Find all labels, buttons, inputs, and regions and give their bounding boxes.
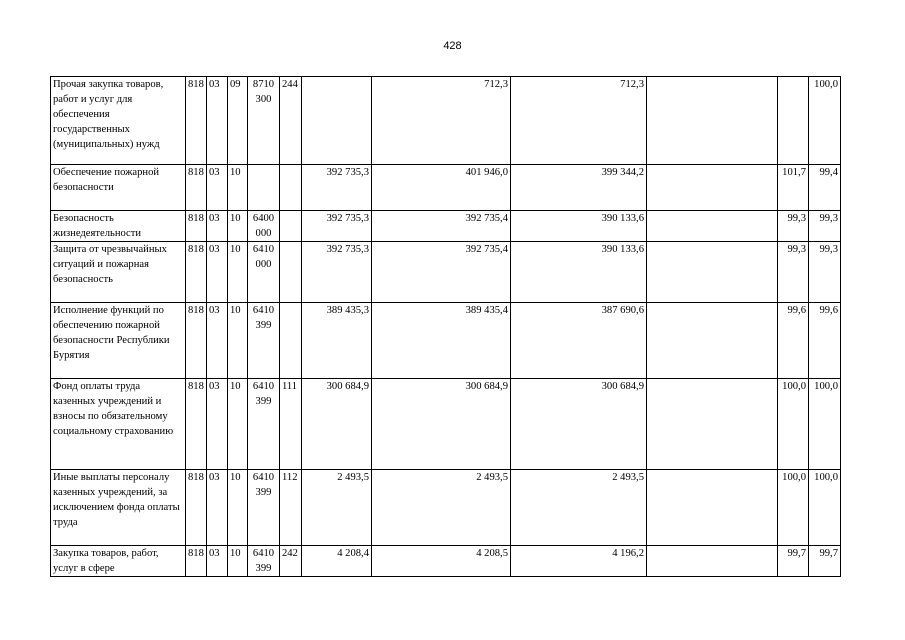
cell-target-code: 8710 300 <box>248 77 280 165</box>
cell-subsection-code: 09 <box>228 77 248 165</box>
cell-empty <box>647 546 778 577</box>
cell-plan-refined: 300 684,9 <box>372 379 511 470</box>
table-row <box>51 77 841 165</box>
table-row <box>51 303 841 379</box>
cell-pct-refined: 99,4 <box>809 165 841 211</box>
cell-expense-type <box>280 303 302 379</box>
cell-pct-initial: 99,3 <box>778 211 809 242</box>
cell-empty <box>647 242 778 303</box>
cell-plan-initial: 2 493,5 <box>302 470 372 546</box>
cell-expense-type: 111 <box>280 379 302 470</box>
cell-plan-initial: 300 684,9 <box>302 379 372 470</box>
cell-pct-refined: 99,6 <box>809 303 841 379</box>
cell-subsection-code: 10 <box>228 165 248 211</box>
cell-pct-refined: 99,7 <box>809 546 841 577</box>
cell-empty <box>647 470 778 546</box>
cell-plan-initial: 392 735,3 <box>302 242 372 303</box>
cell-expense-type: 242 <box>280 546 302 577</box>
cell-ministry-code: 818 <box>186 470 207 546</box>
cell-section-code: 03 <box>207 242 228 303</box>
table-row <box>51 470 841 546</box>
cell-plan-refined: 392 735,4 <box>372 211 511 242</box>
cell-executed: 300 684,9 <box>511 379 647 470</box>
cell-subsection-code: 10 <box>228 242 248 303</box>
cell-name: Прочая закупка товаров, работ и услуг для обеспечения государственных (муниципальных) нужд <box>51 77 186 165</box>
cell-pct-refined: 100,0 <box>809 470 841 546</box>
cell-plan-initial <box>302 77 372 165</box>
cell-expense-type <box>280 242 302 303</box>
cell-name: Защита от чрезвычайных ситуаций и пожарная безопасность <box>51 242 186 303</box>
cell-executed: 4 196,2 <box>511 546 647 577</box>
cell-ministry-code: 818 <box>186 242 207 303</box>
cell-plan-refined: 712,3 <box>372 77 511 165</box>
cell-pct-initial: 99,3 <box>778 242 809 303</box>
cell-section-code: 03 <box>207 379 228 470</box>
cell-subsection-code: 10 <box>228 303 248 379</box>
cell-pct-refined: 100,0 <box>809 379 841 470</box>
cell-plan-initial: 392 735,3 <box>302 165 372 211</box>
cell-executed: 390 133,6 <box>511 211 647 242</box>
cell-pct-initial: 99,6 <box>778 303 809 379</box>
cell-target-code: 6410 000 <box>248 242 280 303</box>
cell-section-code: 03 <box>207 546 228 577</box>
cell-plan-refined: 392 735,4 <box>372 242 511 303</box>
cell-plan-initial: 389 435,3 <box>302 303 372 379</box>
cell-ministry-code: 818 <box>186 303 207 379</box>
cell-expense-type: 244 <box>280 77 302 165</box>
cell-target-code: 6410 399 <box>248 470 280 546</box>
cell-empty <box>647 379 778 470</box>
cell-section-code: 03 <box>207 211 228 242</box>
table-row <box>51 165 841 211</box>
cell-section-code: 03 <box>207 77 228 165</box>
cell-pct-initial: 101,7 <box>778 165 809 211</box>
cell-expense-type <box>280 165 302 211</box>
table-row <box>51 242 841 303</box>
cell-expense-type: 112 <box>280 470 302 546</box>
cell-pct-refined: 99,3 <box>809 211 841 242</box>
cell-pct-refined: 100,0 <box>809 77 841 165</box>
cell-subsection-code: 10 <box>228 546 248 577</box>
cell-name: Закупка товаров, работ, услуг в сфере <box>51 546 186 577</box>
cell-executed: 399 344,2 <box>511 165 647 211</box>
table-body <box>51 77 841 577</box>
cell-name: Иные выплаты персоналу казенных учреждений, за исключением фонда оплаты труда <box>51 470 186 546</box>
table-row <box>51 211 841 242</box>
cell-pct-refined: 99,3 <box>809 242 841 303</box>
cell-empty <box>647 77 778 165</box>
cell-name: Обеспечение пожарной безопасности <box>51 165 186 211</box>
cell-executed: 387 690,6 <box>511 303 647 379</box>
cell-ministry-code: 818 <box>186 211 207 242</box>
cell-target-code: 6410 399 <box>248 379 280 470</box>
cell-name: Исполнение функций по обеспечению пожарной безопасности Республики Бурятия <box>51 303 186 379</box>
cell-section-code: 03 <box>207 303 228 379</box>
cell-target-code: 6410 399 <box>248 546 280 577</box>
cell-ministry-code: 818 <box>186 77 207 165</box>
cell-executed: 2 493,5 <box>511 470 647 546</box>
cell-name: Фонд оплаты труда казенных учреждений и взносы по обязательному социальному страхованию <box>51 379 186 470</box>
table-row <box>51 379 841 470</box>
page-number: 428 <box>443 40 462 52</box>
cell-section-code: 03 <box>207 470 228 546</box>
cell-pct-initial <box>778 77 809 165</box>
budget-table <box>50 76 841 577</box>
cell-name: Безопасность жизнедеятельности <box>51 211 186 242</box>
cell-target-code: 6410 399 <box>248 303 280 379</box>
cell-pct-initial: 100,0 <box>778 379 809 470</box>
cell-subsection-code: 10 <box>228 379 248 470</box>
cell-plan-initial: 392 735,3 <box>302 211 372 242</box>
cell-empty <box>647 165 778 211</box>
cell-plan-refined: 4 208,5 <box>372 546 511 577</box>
cell-empty <box>647 303 778 379</box>
cell-ministry-code: 818 <box>186 546 207 577</box>
cell-executed: 712,3 <box>511 77 647 165</box>
cell-pct-initial: 99,7 <box>778 546 809 577</box>
cell-section-code: 03 <box>207 165 228 211</box>
cell-target-code: 6400 000 <box>248 211 280 242</box>
cell-plan-refined: 401 946,0 <box>372 165 511 211</box>
cell-plan-refined: 389 435,4 <box>372 303 511 379</box>
cell-pct-initial: 100,0 <box>778 470 809 546</box>
cell-ministry-code: 818 <box>186 379 207 470</box>
cell-subsection-code: 10 <box>228 470 248 546</box>
cell-empty <box>647 211 778 242</box>
cell-target-code <box>248 165 280 211</box>
cell-plan-initial: 4 208,4 <box>302 546 372 577</box>
table-row <box>51 546 841 577</box>
cell-plan-refined: 2 493,5 <box>372 470 511 546</box>
cell-subsection-code: 10 <box>228 211 248 242</box>
cell-expense-type <box>280 211 302 242</box>
cell-executed: 390 133,6 <box>511 242 647 303</box>
cell-ministry-code: 818 <box>186 165 207 211</box>
